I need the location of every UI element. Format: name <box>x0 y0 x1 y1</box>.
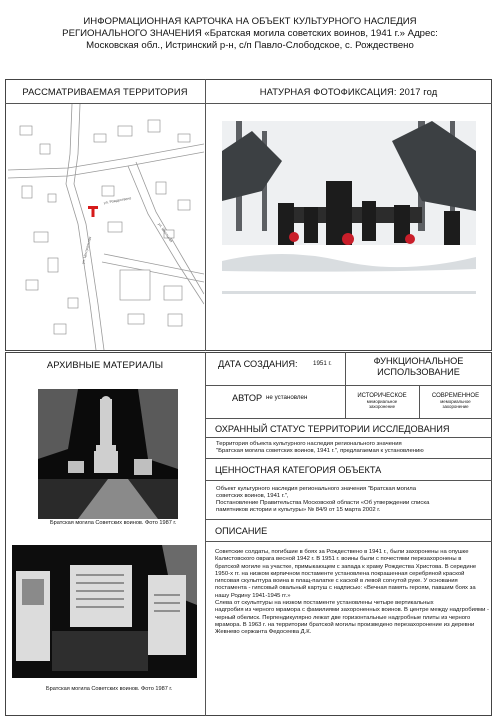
value-text-line-1: Объект культурного наследия регионального значения "Братская могила <box>216 486 417 492</box>
protection-title-line <box>205 437 492 438</box>
header-line-1: ИНФОРМАЦИОННАЯ КАРТОЧКА НА ОБЪЕКТ КУЛЬТУРНОГО НАСЛЕДИЯ <box>83 16 417 27</box>
card-header <box>20 16 480 53</box>
description-line: гипсовая скульптура воина в плащ-палатке с каской в левой согнутой руке. У основания <box>215 578 458 585</box>
historic-use-title: ИСТОРИЧЕСКОЕ <box>357 393 407 399</box>
value-text-line-2: советских воинов, 1941 г.", <box>216 493 289 500</box>
value-text-line-3: Постановление Правительства Московской области «Об утверждении списка <box>216 500 430 507</box>
description-title: ОПИСАНИЕ <box>215 526 268 536</box>
modern-use-sub-1: мемориальное <box>440 399 471 404</box>
territory-map <box>8 104 204 350</box>
description-line: Жевнево сержанта Федосеева Д.К. <box>215 629 312 636</box>
historic-use-sub-2: захоронение <box>368 404 396 410</box>
protection-text <box>216 441 486 455</box>
description-line: Слева от скульптуры на низком постаменте установлены четыре вертикальных <box>215 600 434 607</box>
modern-use-title: СОВРЕМЕННОЕ <box>431 393 480 399</box>
description-line: Советские солдаты, погибшие в боях за Рождествено в 1941 г., были захоронены на опушке <box>215 549 469 555</box>
value-title-line <box>205 480 492 481</box>
historic-use <box>345 393 419 410</box>
description-line: Калистовского оврага весной 1942 г. В 1951 г. воины были с почестями перезахоронены в <box>215 556 462 563</box>
creation-date-label: ДАТА СОЗДАНИЯ: <box>218 359 298 369</box>
author-value: не установлен <box>266 394 308 401</box>
archive-title: АРХИВНЫЕ МАТЕРИАЛЫ <box>46 359 164 370</box>
description-line: братской могиле на участке, примыкающем с запада к храму Рождества Христова. В середине <box>215 563 477 570</box>
value-text <box>216 486 486 514</box>
historic-use-sub-1: мемориальное <box>366 399 398 404</box>
description-title-line <box>205 541 492 542</box>
street-label-3: ул. Школьная <box>157 222 174 244</box>
description-line: постамента - гипсовый овальный картуш с надписью: «Вечная память героям, павшим боях за <box>215 585 476 592</box>
description-line: мрамора. В 1963 г. на территории братской могилы произведено перезахоронение из деревни <box>215 621 475 628</box>
description-line: нашу Родину 1941-1945 гг.» <box>215 592 291 599</box>
value-bottom-line <box>205 519 492 520</box>
protection-text-line-1: Территория объекта культурного наследия регионального значения <box>216 441 402 447</box>
description-text <box>215 549 489 637</box>
archive-caption-2: Братская могила Советских воинов. Фото 1987 г. <box>46 686 173 692</box>
creation-date-value: 1951 г. <box>313 360 332 367</box>
bottom-divider <box>205 352 206 716</box>
description-line: надгробия из черного мрамора с фамилиями захороненных воинов. В центре между надгробиями - <box>215 607 489 614</box>
site-photo-2017 <box>222 121 476 324</box>
value-title: ЦЕННОСТНАЯ КАТЕГОРИЯ ОБЪЕКТА <box>215 465 382 475</box>
function-label-line-1: ФУНКЦИОНАЛЬНОЕ <box>373 356 464 366</box>
description-line: 1950-х гг. на низком кирпичном постаменте установлена покрашенная серебряной краской <box>215 570 465 577</box>
modern-use <box>419 393 492 410</box>
protection-bottom-line <box>205 458 492 459</box>
protection-title: ОХРАННЫЙ СТАТУС ТЕРРИТОРИИ ИССЛЕДОВАНИЯ <box>215 424 450 434</box>
description-line: черный обелиск. Перпендикулярно лежат две горизонтальные надгробные плиты из черного <box>215 614 471 621</box>
photo-title: НАТУРНАЯ ФОТОФИКСАЦИЯ: 2017 год <box>259 86 438 97</box>
function-label-line-2: ИСПОЛЬЗОВАНИЕ <box>377 367 460 377</box>
info-row-line <box>205 385 345 386</box>
header-line-3: Московская обл., Истринский р-н, с/п Павло-Слободское, с. Рождествено <box>86 40 414 52</box>
archive-photo-1 <box>38 389 178 519</box>
author-label: АВТОР <box>232 393 263 403</box>
info-bottom-line <box>205 418 492 419</box>
street-label-2: ул. Центральная <box>81 236 93 265</box>
territory-title: РАССМАТРИВАЕМАЯ ТЕРРИТОРИЯ <box>22 86 188 97</box>
function-label <box>345 356 492 378</box>
modern-use-sub-2: захоронение <box>442 404 469 410</box>
header-line-2: РЕГИОНАЛЬНОГО ЗНАЧЕНИЯ «Братская могила советских воинов, 1941 г.» Адрес: <box>62 28 438 40</box>
archive-photo-2 <box>12 545 197 678</box>
archive-caption-1: Братская могила Советских воинов. Фото 1987 г. <box>50 520 177 526</box>
top-divider <box>205 79 206 351</box>
street-label-1: ул. Рождествено <box>103 196 132 205</box>
value-text-line-4: памятников истории и культуры» № 84/9 от 15 марта 2002 г. <box>216 507 381 514</box>
protection-text-line-2: "Братская могила советских воинов, 1941 г.", предлагаемая к установлению <box>216 448 424 455</box>
